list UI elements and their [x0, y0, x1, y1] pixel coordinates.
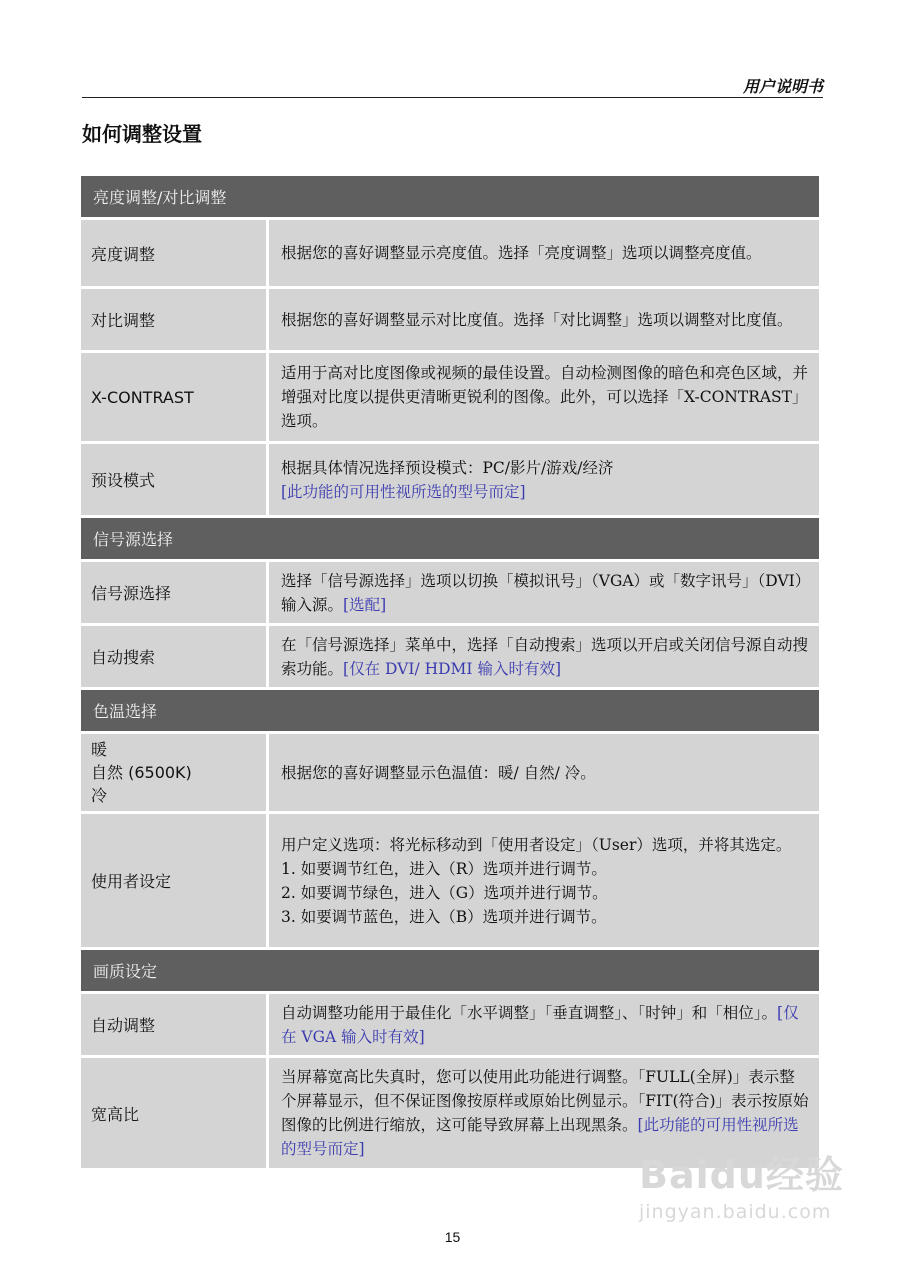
- list-item: 2. 如要调节绿色，进入（G）选项并进行调节。: [281, 883, 608, 902]
- description-text: 根据您的喜好调整显示亮度值。选择「亮度调整」选项以调整亮度值。: [281, 244, 762, 262]
- color-temp-natural: 自然 (6500K): [91, 763, 192, 782]
- setting-description: [269, 814, 819, 947]
- table-row: [81, 353, 819, 441]
- page-title: 如何调整设置: [82, 122, 202, 146]
- description-text: 适用于高对比度图像或视频的最佳设置。自动检测图像的暗色和亮色区域，并增强对比度以提供更清晰更锐利的图像。此外，可以选择「X-CONTRAST」选项。: [281, 364, 809, 430]
- section-header-input-source: 信号源选择: [81, 518, 819, 559]
- description-text: 在「信号源选择」菜单中，选择「自动搜索」选项以开启或关闭信号源自动搜索功能。: [281, 635, 809, 678]
- setting-name: [81, 734, 266, 811]
- availability-note: [此功能的可用性视所选的型号而定]: [281, 482, 526, 501]
- setting-description: [269, 994, 819, 1055]
- table-row: [81, 626, 819, 687]
- table-row: [81, 814, 819, 947]
- setting-name: 使用者设定: [81, 814, 266, 947]
- setting-name: X-CONTRAST: [81, 353, 266, 441]
- setting-name: 预设模式: [81, 444, 266, 515]
- table-row: [81, 562, 819, 623]
- availability-note: [此功能的可用性视所选的型号而定]: [281, 1116, 799, 1158]
- list-item: 1. 如要调节红色，进入（R）选项并进行调节。: [281, 859, 607, 878]
- description-text: 根据您的喜好调整显示色温值：暖/ 自然/ 冷。: [281, 763, 596, 782]
- setting-name: 亮度调整: [81, 220, 266, 286]
- availability-note: [选配]: [343, 595, 387, 614]
- watermark-url: jingyan.baidu.com: [639, 1201, 832, 1223]
- table-row: [81, 444, 819, 515]
- page-number: 15: [444, 1229, 461, 1245]
- setting-description: [269, 289, 819, 350]
- setting-description: [269, 562, 819, 623]
- document-header-title: 用户说明书: [742, 77, 823, 96]
- description-text: 根据具体情况选择预设模式：PC/影片/游戏/经济: [281, 458, 614, 477]
- watermark-logo: Baidu经验: [639, 1153, 844, 1197]
- description-text: 选择「信号源选择」选项以切换「模拟讯号」（VGA）或「数字讯号」（DVI）输入源。: [281, 571, 803, 614]
- section-header-brightness-contrast: 亮度调整/对比调整: [81, 176, 819, 217]
- description-text: 用户定义选项：将光标移动到「使用者设定」（User）选项，并将其选定。: [281, 835, 792, 854]
- section-header-image-setup: 画质设定: [81, 950, 819, 991]
- setting-description: [269, 626, 819, 687]
- baidu-watermark: [639, 1144, 849, 1240]
- color-temp-cool: 冷: [91, 786, 108, 805]
- table-row: [81, 734, 819, 811]
- table-row: [81, 994, 819, 1055]
- list-item: 3. 如要调节蓝色，进入（B）选项并进行调节。: [281, 907, 607, 926]
- settings-table: [81, 176, 819, 1171]
- setting-name: 宽高比: [81, 1058, 266, 1168]
- availability-note: [仅在 DVI/ HDMI 输入时有效]: [343, 659, 562, 678]
- setting-name: 自动搜索: [81, 626, 266, 687]
- setting-description: [269, 444, 819, 515]
- header-rule: [82, 97, 823, 98]
- table-row: [81, 289, 819, 350]
- setting-name: 信号源选择: [81, 562, 266, 623]
- color-temp-warm: 暖: [91, 740, 108, 759]
- setting-description: [269, 734, 819, 811]
- setting-name: 对比调整: [81, 289, 266, 350]
- table-row: [81, 220, 819, 286]
- description-text: 自动调整功能用于最佳化「水平调整」「垂直调整」、「时钟」和「相位」。: [281, 1003, 778, 1022]
- section-header-color-temperature: 色温选择: [81, 690, 819, 731]
- setting-name: 自动调整: [81, 994, 266, 1055]
- setting-description: [269, 220, 819, 286]
- description-text: 根据您的喜好调整显示对比度值。选择「对比调整」选项以调整对比度值。: [281, 310, 793, 329]
- setting-description: [269, 353, 819, 441]
- description-text: 当屏幕宽高比失真时，您可以使用此功能进行调整。「FULL(全屏)」表示整个屏幕显示，但不保证图像按原样或原始比例显示。「FIT(符合)」表示按原始图像的比例进行缩放，这可能导致屏幕上出现黑条。: [281, 1068, 809, 1134]
- availability-note: [仅在 VGA 输入时有效]: [281, 1003, 799, 1046]
